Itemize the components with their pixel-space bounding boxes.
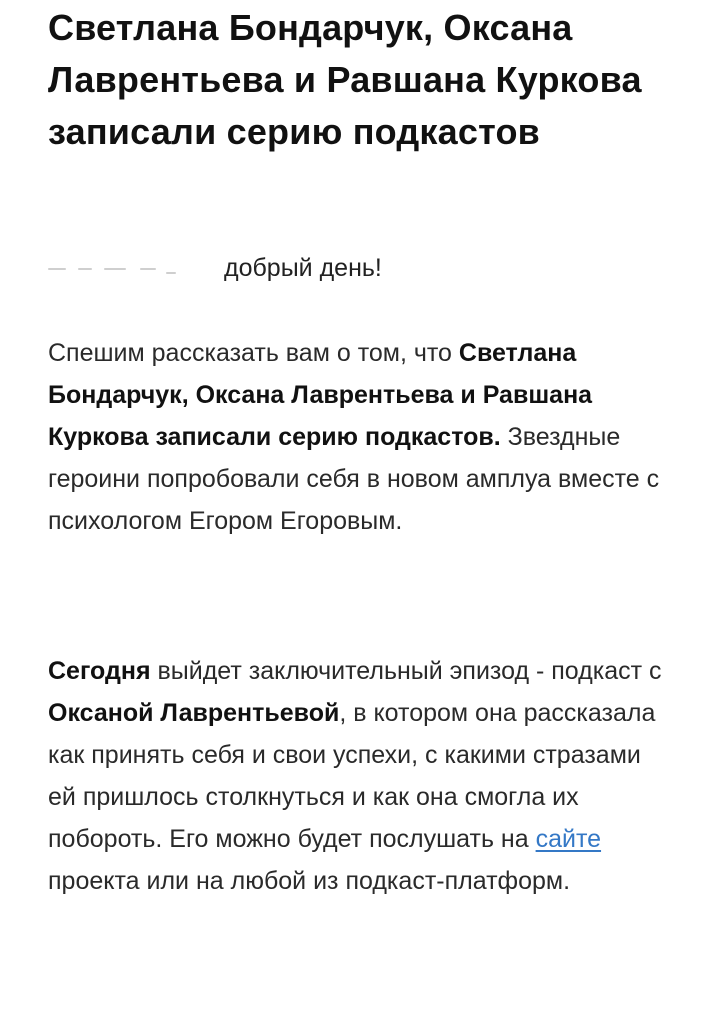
article: [48, 0, 678, 895]
greeting-text: добрый день!: [224, 254, 382, 282]
intro-paragraph: [48, 332, 673, 542]
episode-paragraph: [48, 650, 673, 902]
article-title: Светлана Бондарчук, Оксана Лаврентьева и Равшана Куркова записали серию подкастов: [48, 7, 642, 152]
episode-text-1: выйдет заключительный эпизод - подкаст с: [150, 657, 662, 685]
intro-lead-text: Спешим рассказать вам о том, что: [48, 339, 459, 367]
intro-rest-text: Звездные героини попробовали себя в новом амплуа вместе с психологом Егором Егоровым.: [48, 423, 660, 535]
site-link[interactable]: сайте: [535, 825, 602, 853]
guest-name-bold: Оксаной Лаврентьевой: [48, 699, 340, 727]
today-bold-text: Сегодня: [48, 657, 151, 685]
greeting-line: [48, 250, 382, 286]
intro-bold-text: Светлана Бондарчук, Оксана Лаврентьева и Равшана Куркова записали серию подкастов.: [48, 339, 593, 451]
episode-text-2: , в котором она рассказала как принять себя и свои успехи, с какими стразами ей пришлось столкнуться и как она смогла их побороть. Его можно будет послушать на: [48, 699, 656, 853]
episode-text-3: проекта или на любой из подкаст-платформ.: [48, 867, 571, 895]
redacted-recipient-name: [48, 258, 198, 280]
